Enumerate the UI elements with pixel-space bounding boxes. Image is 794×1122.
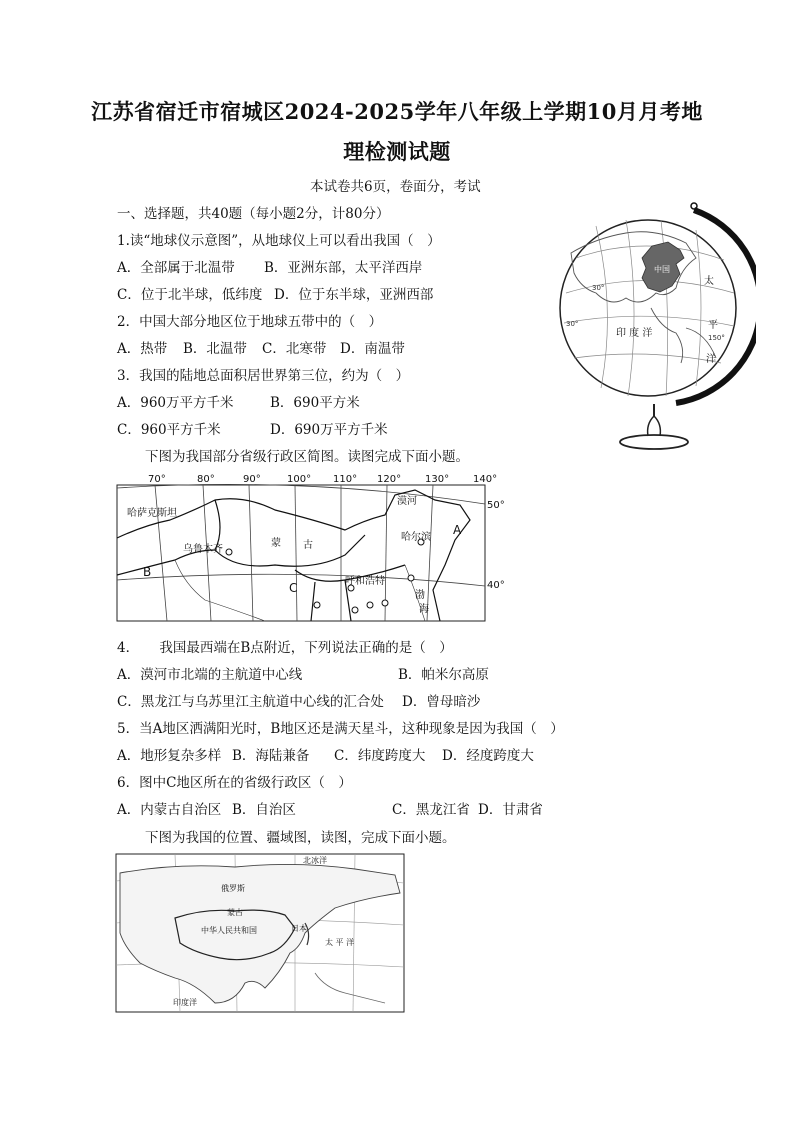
question-4-stem: 4． 我国最西端在B点附近，下列说法正确的是（ ）: [117, 640, 453, 656]
map1-label-b: B: [143, 565, 152, 579]
map2-label-pacific: 太 平 洋: [325, 938, 355, 947]
question-3-stem: 3．我国的陆地总面积居世界第三位，约为（ ）: [117, 368, 410, 384]
lat-label-50: 50°: [487, 500, 505, 511]
lon-label-140: 140°: [473, 474, 498, 485]
question-3-option-c: C．960平方千米: [117, 422, 221, 438]
question-3-option-d: D．690万平方千米: [270, 422, 388, 438]
map1-label-a: A: [453, 523, 462, 537]
map1-label-urumqi: 乌鲁木齐: [183, 544, 223, 555]
question-1-stem: 1.读“地球仪示意图”，从地球仪上可以看出我国（ ）: [117, 233, 441, 249]
map1-label-hohhot: 呼和浩特: [345, 576, 385, 587]
map1-label-mongolia: 蒙: [271, 538, 281, 549]
lon-label-90: 90°: [243, 474, 261, 485]
question-1-option-d: D．位于东半球，亚洲西部: [274, 287, 434, 303]
province-map: [115, 470, 515, 626]
map2-label-indian: 印度洋: [173, 998, 197, 1007]
map2-label-mongolia: 蒙古: [227, 908, 243, 917]
map2-label-arctic: 北冰洋: [303, 856, 327, 865]
question-4-option-d: D．曾母暗沙: [402, 694, 481, 710]
map1-intro: 下图为我国部分省级行政区简图。读图完成下面小题。: [145, 449, 469, 465]
question-4-option-c: C．黑龙江与乌苏里江主航道中心线的汇合处: [117, 694, 384, 710]
lon-label-70: 70°: [148, 474, 166, 485]
question-5-stem: 5．当A地区洒满阳光时，B地区还是满天星斗，这种现象是因为我国（ ）: [117, 721, 564, 737]
lon-label-130: 130°: [425, 474, 450, 485]
globe-label-china: 中国: [654, 265, 670, 274]
lon-label-100: 100°: [287, 474, 312, 485]
globe-degree-2: 30°: [566, 320, 579, 328]
question-6-option-c: C．黑龙江省: [392, 802, 470, 818]
question-1-option-c: C．位于北半球，低纬度: [117, 287, 263, 303]
question-1-option-b: B．亚洲东部，太平洋西岸: [264, 260, 423, 276]
question-4-option-b: B．帕米尔高原: [398, 667, 489, 683]
question-6-option-b: B．自治区: [232, 802, 296, 818]
globe-base: [620, 435, 688, 449]
map2-label-russia: 俄罗斯: [221, 884, 245, 893]
page-title-line2: 理检测试题: [343, 139, 451, 164]
question-4-option-a: A．漠河市北端的主航道中心线: [117, 667, 303, 683]
map2-label-prc: 中华人民共和国: [201, 926, 257, 935]
globe-label-ping: 平: [708, 320, 718, 331]
question-2-stem: 2．中国大部分地区位于地球五带中的（ ）: [117, 314, 383, 330]
globe-figure: [556, 198, 756, 454]
section-heading: 一、选择题，共40题（每小题2分，计80分）: [117, 206, 390, 222]
question-2-option-d: D．南温带: [340, 341, 405, 357]
map1-label-kazakh: 哈萨克斯坦: [127, 508, 177, 519]
question-3-option-b: B．690平方米: [270, 395, 360, 411]
lon-label-80: 80°: [197, 474, 215, 485]
globe-stand: [648, 416, 661, 436]
globe-sphere: [560, 220, 736, 396]
question-6-option-a: A．内蒙古自治区: [117, 802, 222, 818]
globe-degree-1: 30°: [592, 284, 605, 292]
lon-label-110: 110°: [333, 474, 358, 485]
lon-label-120: 120°: [377, 474, 402, 485]
globe-label-tai: 太: [704, 276, 714, 287]
map2-label-japan: 日本: [291, 924, 307, 933]
question-3-option-a: A．960万平方千米: [117, 395, 234, 411]
globe-label-yang: 洋: [706, 354, 716, 365]
question-6-stem: 6．图中C地区所在的省级行政区（ ）: [117, 775, 352, 791]
map1-label-mohe: 漠河: [397, 496, 417, 507]
question-5-option-c: C．纬度跨度大: [334, 748, 426, 764]
question-2-option-b: B．北温带: [183, 341, 247, 357]
map1-label-bohai1: 渤: [415, 590, 425, 601]
exam-intro: 本试卷共6页，卷面分，考试: [310, 179, 481, 195]
map1-label-harbin: 哈尔滨: [401, 532, 431, 543]
question-2-option-c: C．北寒带: [262, 341, 327, 357]
page-title-line1: 江苏省宿迁市宿城区2024-2025学年八年级上学期10月月考地: [91, 99, 703, 124]
map1-label-c: C: [289, 581, 298, 595]
question-2-option-a: A．热带: [117, 341, 168, 357]
question-1-option-a: A．全部属于北温带: [117, 260, 235, 276]
question-5-option-b: B．海陆兼备: [232, 748, 310, 764]
map1-label-bohai2: 海: [419, 604, 429, 615]
territory-map: [115, 853, 405, 1013]
question-5-option-a: A．地形复杂多样: [117, 748, 222, 764]
globe-degree-3: 150°: [708, 334, 725, 342]
map2-intro: 下图为我国的位置、疆域图，读图，完成下面小题。: [145, 830, 456, 846]
question-5-option-d: D．经度跨度大: [442, 748, 534, 764]
globe-label-indian: 印 度 洋: [616, 328, 653, 339]
map1-label-mongolia2: 古: [303, 540, 313, 551]
lat-label-40: 40°: [487, 580, 505, 591]
question-6-option-d: D．甘肃省: [478, 802, 543, 818]
